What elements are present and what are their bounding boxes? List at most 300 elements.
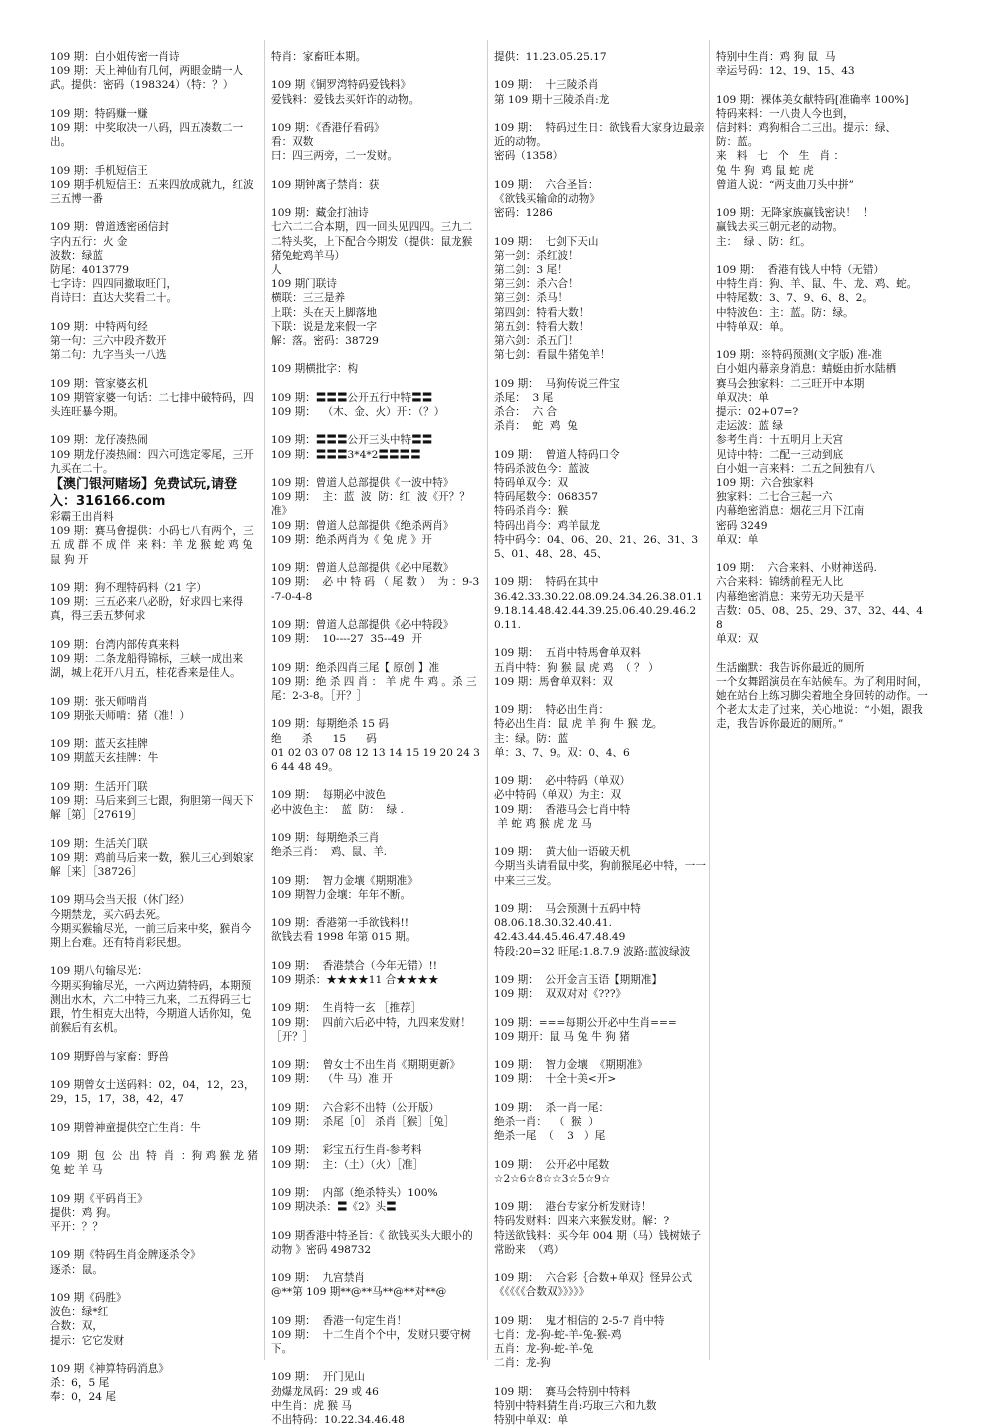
text-line: 109 期： 公开必中尾数 bbox=[494, 1158, 610, 1171]
text-line: 109 期：二条龙船得锦标，三峡一成出来湖，城上花开八月五，桂花香来是佳人。 bbox=[50, 653, 244, 680]
text-line: 109 期：每期绝杀三肖 bbox=[271, 831, 380, 844]
text-line: 内幕绝密消息：烟花三月下江南 bbox=[716, 505, 865, 518]
spacer bbox=[271, 1044, 481, 1058]
text-line: 109 期八句输尽光： bbox=[50, 965, 148, 978]
spacer bbox=[494, 107, 706, 121]
text-line: 109 期： 香港马会七肖中特 bbox=[494, 803, 631, 816]
text-line: 第 109 期十三陵杀肖:龙 bbox=[494, 93, 610, 106]
text-line: 109 期： 四前六后必中特，九四来发财！［开？］ bbox=[271, 1016, 471, 1043]
spacer bbox=[494, 1186, 706, 1200]
text-line: 109 期：六合独家料 bbox=[716, 477, 814, 490]
text-line: 下联：说是龙来假一字 bbox=[271, 320, 377, 333]
text-line: 来 料 七 个 生 肖 ： bbox=[716, 150, 845, 163]
text-line: 109 期管家婆一句话：二七排中破特码，四头连旺暴今期。 bbox=[50, 391, 254, 418]
text-line: 01 02 03 07 08 12 13 14 15 19 20 24 36 44 48 49。 bbox=[271, 746, 480, 773]
spacer bbox=[716, 547, 928, 561]
spacer bbox=[50, 1234, 258, 1248]
spacer bbox=[271, 1087, 481, 1101]
spacer bbox=[716, 249, 928, 263]
text-line: 109 期：〓〓〓公开三头中特〓〓 bbox=[271, 434, 433, 447]
spacer bbox=[271, 902, 481, 916]
spacer bbox=[494, 760, 706, 774]
text-line: 109 期《特码生肖金牌逐杀令》 bbox=[50, 1249, 201, 1262]
text-line: 七六二二合本期，四一回头见四四。三九二二特头奖，上下配合今期发（提供：鼠龙猴猪兔蛇鸡羊马） bbox=[271, 221, 473, 262]
text-line: 109 期： 每期必中波色 bbox=[271, 789, 387, 802]
text-line: 109 期：蓝天玄挂牌 bbox=[50, 738, 148, 751]
text-line: 逐杀：鼠。 bbox=[50, 1263, 103, 1276]
text-line: 109 期： 必中特码（单双） bbox=[494, 775, 631, 788]
text-line: 中特单双：单。 bbox=[716, 320, 791, 333]
column-divider bbox=[487, 40, 488, 1360]
text-line: 参考生肖：十五明月上天宫 bbox=[716, 434, 844, 447]
text-line: 今期当头请看鼠中奖，狗前猴尾必中特，一一中来三三发。 bbox=[494, 860, 706, 887]
text-line: 109 期：藏金打油诗 bbox=[271, 207, 369, 220]
text-line: 第一剑：杀红波！ bbox=[494, 249, 579, 262]
text-line: 中特生肖：狗、羊、鼠、牛、龙、鸡、蛇。 bbox=[716, 278, 918, 291]
text-line: 防：蓝。 bbox=[716, 136, 759, 149]
text-column-4 bbox=[716, 50, 928, 732]
text-line: 109 期： 香港有钱人中特（无错） bbox=[716, 264, 885, 276]
text-line: 今期买猴输尽光，一前三后来中奖，猴肖今期上台难。还有特肖彩民想。 bbox=[50, 922, 252, 949]
text-line: 109 期：管家婆玄机 bbox=[50, 377, 148, 390]
spacer bbox=[271, 164, 481, 178]
text-line: 特中码今：04、06、20、21、26、31、35、01、48、28、45、 bbox=[494, 533, 699, 561]
text-line: 109 期：张天师啃肖 bbox=[50, 695, 148, 708]
text-line: 109 期： 公开金言玉语【期期准】 bbox=[494, 974, 663, 986]
text-line: 今期买狗输尽光，一六两边猜特码，本期预测出水木，六二中特三九来，二五得码三七跟，竹生相克大出特，今期道人话你知，兔前猴后有玄机。 bbox=[50, 979, 252, 1035]
text-line: 109 期：生活关门联 bbox=[50, 837, 148, 850]
text-line: 波色：绿*红 bbox=[50, 1306, 109, 1319]
text-line: 109 期： 马会预测十五码中特 bbox=[494, 903, 641, 915]
text-line: 合数：双， bbox=[50, 1320, 103, 1333]
text-line: 六合来料：锦绣前程无人比 bbox=[716, 576, 844, 589]
text-line: 109 期：曾道人总部提供《必中尾数》 bbox=[271, 562, 454, 575]
text-line: 109 期：每期绝杀 15 码 bbox=[271, 718, 389, 731]
spacer bbox=[494, 1300, 706, 1314]
spacer bbox=[271, 604, 481, 618]
text-line: 解：落。密码：38729 bbox=[271, 335, 379, 347]
spacer bbox=[50, 1277, 258, 1291]
text-line: 109 期：〓〓〓公开五行中特〓〓 bbox=[271, 391, 433, 404]
spacer bbox=[50, 206, 258, 220]
text-line: 密码 3249 bbox=[716, 519, 768, 532]
text-line: 欲钱去看 1998 年第 015 期。 bbox=[271, 931, 417, 944]
text-line: 特别中单双：单 bbox=[494, 1414, 569, 1427]
text-line: 109 期： 六合彩不出特（公开版） bbox=[271, 1101, 440, 1114]
text-line: 提供：11.23.05.25.17 bbox=[494, 51, 607, 63]
text-line: 109 期：赛马會提供：小码七八有两个，三 五 成 群 不 成 伴 来 料：羊 龙 猴 蛇 鸡 兔 鼠 狗 开 bbox=[50, 525, 258, 566]
text-line: 109 期《平码肖王》 bbox=[50, 1192, 148, 1205]
spacer bbox=[716, 78, 928, 92]
spacer bbox=[271, 192, 481, 206]
text-line: 109 期：白小姐传密一肖诗 bbox=[50, 51, 180, 63]
text-line: 特码尾数今：068357 bbox=[494, 491, 599, 504]
column-divider bbox=[264, 40, 265, 1360]
text-line: 109 期钟离子禁肖：获 bbox=[271, 178, 380, 191]
text-line: 109 期：《香港仔看码》 bbox=[271, 121, 385, 134]
text-line: 绝杀一肖： （ 猴 ） bbox=[494, 1115, 599, 1128]
text-line: 109 期《码胜》 bbox=[50, 1291, 127, 1304]
text-line: 中特波色：主：蓝。防：绿。 bbox=[716, 306, 854, 319]
spacer bbox=[50, 950, 258, 964]
text-line: 109 期杀：★★★★11 合★★★★ bbox=[271, 973, 439, 986]
ad-banner[interactable]: 【澳门银河赌场】免费试玩,请登入：316166.com bbox=[50, 477, 237, 509]
text-line: 单：3、7、9。双：0、4、6 bbox=[494, 746, 630, 759]
spacer bbox=[50, 93, 258, 107]
text-line: 中生肖：虎 猴 马 bbox=[271, 1399, 352, 1412]
spacer bbox=[271, 859, 481, 873]
text-line: 109 期：无降家族赢钱密诀！ ！ bbox=[716, 207, 874, 220]
text-line: 单双决：单 bbox=[716, 391, 769, 404]
spacer bbox=[494, 1044, 706, 1058]
text-line: 109 期曾女士送码料：02，04，12，23，29，15，17，38，42，47 bbox=[50, 1078, 255, 1106]
text-line: 看：双数 bbox=[271, 136, 314, 149]
text-line: 绝杀三肖： 鸡、鼠、羊. bbox=[271, 846, 388, 859]
spacer bbox=[50, 879, 258, 893]
text-line: 兔 牛 狗 鸡 鼠 蛇 虎 bbox=[716, 164, 814, 177]
text-line: 109 期： （牛 马）准 开 bbox=[271, 1073, 393, 1086]
spacer bbox=[50, 624, 258, 638]
spacer bbox=[50, 1135, 258, 1149]
spacer bbox=[271, 107, 481, 121]
text-line: 109 期： 香港禁合（今年无错）!! bbox=[271, 959, 437, 972]
text-line: 特肖：家畜旺本期。 bbox=[271, 51, 367, 63]
text-line: 杀尾： 3 尾 bbox=[494, 391, 554, 404]
spacer bbox=[494, 164, 706, 178]
text-line: 赛马会独家料：二三旺开中本期 bbox=[716, 377, 865, 390]
text-line: 肖诗曰：直达大奖看二十。 bbox=[50, 292, 178, 305]
spacer bbox=[494, 1087, 706, 1101]
text-line: 109 期：〓〓〓3*4*2〓〓〓〓 bbox=[271, 448, 421, 461]
text-line: 主： 绿 、防：红。 bbox=[716, 235, 811, 248]
spacer bbox=[271, 1172, 481, 1186]
spacer bbox=[50, 1064, 258, 1078]
text-line: 白小姐一言来料：二五之间独有八 bbox=[716, 462, 875, 475]
text-line: 109 期香港中特圣旨：《 欲钱买头大眼小的动物 》密码 498732 bbox=[271, 1229, 473, 1256]
text-line: 字内五行：火 金 bbox=[50, 235, 128, 248]
text-line: 109 期曾神童提供空亡生肖：牛 bbox=[50, 1121, 201, 1134]
spacer bbox=[50, 1348, 258, 1362]
text-line: 109 期： 九宫禁肖 bbox=[271, 1272, 365, 1285]
text-line: 生活幽默：我告诉你最近的厕所 bbox=[716, 661, 865, 674]
text-line: 必中波色主： 蓝 防： 绿 . bbox=[271, 803, 404, 816]
text-line: 109 期门联诗 bbox=[271, 278, 337, 291]
text-line: 109 期： 特码过生日：欲钱看大家身边最亲近的动物。 bbox=[494, 121, 705, 149]
text-line: 第六剑：杀五门！ bbox=[494, 335, 579, 347]
text-line: 109 期： 智力金壤 《期期准》 bbox=[494, 1059, 648, 1072]
text-line: 109 期： （木、金、火）开：（？） bbox=[271, 405, 445, 418]
text-line: 109 期： 十三陵杀肖 bbox=[494, 79, 599, 92]
spacer bbox=[494, 64, 706, 78]
text-column-2 bbox=[271, 50, 481, 1427]
spacer bbox=[271, 774, 481, 788]
text-line: 特码杀肖今：猴 bbox=[494, 505, 569, 518]
text-line: 109 期： 必 中 特 码 （ 尾 数 ） 为 ：9-3-7-0-4-8 bbox=[271, 576, 480, 603]
text-line: 109 期：※特码预测(文字版) 准-准 bbox=[716, 349, 882, 362]
text-line: 五肖中特：狗 猴 鼠 虎 鸡 （ ？ ） bbox=[494, 661, 659, 674]
spacer bbox=[271, 1214, 481, 1228]
text-line: 特码来料：一八贵人今也到， bbox=[716, 107, 854, 120]
text-line: 42.43.44.45.46.47.48.49 bbox=[494, 931, 626, 944]
text-line: 109 期蓝天玄挂牌：牛 bbox=[50, 752, 159, 765]
text-line: 109 期《神算特码消息》 bbox=[50, 1362, 169, 1375]
text-line: 109 期张天师啃：猪（准！） bbox=[50, 709, 191, 722]
text-line: 109 期开：鼠 马 兔 牛 狗 猪 bbox=[494, 1030, 630, 1043]
text-line: 绝杀一尾 （ 3 ）尾 bbox=[494, 1130, 606, 1143]
text-line: 杀：6，5 尾 bbox=[50, 1377, 110, 1390]
text-line: 单双：双 bbox=[716, 633, 759, 646]
spacer bbox=[50, 567, 258, 581]
spacer bbox=[494, 1143, 706, 1157]
text-line: 109 期： 生肖特一玄 ［推荐］ bbox=[271, 1002, 422, 1015]
text-line: 特段:20=32 旺尾:1.8.7.9 波路:蓝波绿波 bbox=[494, 945, 691, 958]
text-line: 109 期：绝杀四肖三尾【 原创 】准 bbox=[271, 661, 440, 674]
text-line: 109 期：龙仔凑热闹 bbox=[50, 434, 148, 447]
spacer bbox=[271, 817, 481, 831]
text-line: 横联：三三是养 bbox=[271, 292, 346, 305]
text-line: 109 期马会当天报（休门经） bbox=[50, 894, 191, 907]
text-line: 109 期： 六合来料、小财神送码. bbox=[716, 562, 877, 575]
spacer bbox=[494, 561, 706, 575]
text-line: 曰：四三两旁，二一发财。 bbox=[271, 150, 399, 163]
text-column-3 bbox=[494, 50, 706, 1427]
text-line: 人 bbox=[271, 263, 282, 276]
text-line: 解［来］［38726］ bbox=[50, 865, 142, 878]
text-line: 109 期： 智力金壤《期期准》 bbox=[271, 874, 418, 887]
spacer bbox=[271, 987, 481, 1001]
spacer bbox=[50, 362, 258, 376]
text-line: 第五剑：特看大数！ bbox=[494, 320, 590, 333]
text-line: 109 期： 赛马会特别中特料 bbox=[494, 1385, 631, 1398]
text-line: 杀肖： 蛇 鸡 兔 bbox=[494, 420, 578, 433]
spacer bbox=[494, 888, 706, 902]
text-line: 109 期： 曾女士不出生肖《期期更新》 bbox=[271, 1059, 461, 1072]
text-line: 一个女舞蹈演员在车站候车。为了利用时间，她在站台上练习脚尖着地全身回转的动作。一个老太太走了过来，关心地说：“小姐，跟我走，我告诉你最近的厕所。” bbox=[716, 675, 928, 731]
text-line: 奉：0，24 尾 bbox=[50, 1391, 116, 1404]
text-line: 109 期：曾道人总部提供《必中特段》 bbox=[271, 618, 454, 631]
text-line: 109 期：香港第一手欲钱料!! bbox=[271, 917, 410, 930]
text-line: 特别中特料猜生肖:巧取三六和九数 bbox=[494, 1399, 657, 1412]
text-line: 109 期： 香港一句定生肖！ bbox=[271, 1314, 408, 1327]
spacer bbox=[50, 766, 258, 780]
text-line: ☆2☆6☆8☆☆3☆5☆9☆ bbox=[494, 1172, 611, 1185]
text-line: 单双：单 bbox=[716, 533, 759, 546]
text-line: 白小姐内幕亲身消息：蜻蜓由折水陆栖 bbox=[716, 363, 897, 376]
text-line: 密码（1358） bbox=[494, 150, 564, 163]
text-line: 波数：绿蓝 bbox=[50, 249, 103, 262]
text-line: 羊 蛇 鸡 猴 虎 龙 马 bbox=[494, 817, 592, 830]
text-line: 《《《《《合数双》》》》》 bbox=[494, 1286, 590, 1299]
text-line: 七字诗：四四同撤取旺门， bbox=[50, 278, 178, 291]
text-column-1 bbox=[50, 50, 262, 1405]
text-line: 特必出生肖：鼠 虎 羊 狗 牛 猴 龙。 bbox=[494, 718, 663, 731]
column-divider bbox=[709, 40, 710, 1360]
text-line: 第四剑：特看大数！ bbox=[494, 306, 590, 319]
text-line: 五肖：龙-狗-蛇-羊-兔 bbox=[494, 1343, 594, 1356]
spacer bbox=[271, 348, 481, 362]
text-line: 109 期智力金壤：年年不断。 bbox=[271, 888, 412, 901]
text-line: 109 期野兽与家畜：野兽 bbox=[50, 1050, 169, 1063]
text-line: 109 期： 杀一肖一尾： bbox=[494, 1101, 610, 1114]
text-line: 第二剑：3 尾！ bbox=[494, 263, 568, 276]
text-line: 不出特码：10.22.34.46.48 bbox=[271, 1414, 405, 1427]
text-line: 独家料：二七合三起一六 bbox=[716, 491, 833, 504]
spacer bbox=[271, 1257, 481, 1271]
text-line: 109 期龙仔凑热闹：四六可选定零尾，三开九买在二十。 bbox=[50, 448, 254, 475]
text-line: 109 期：生活开门联 bbox=[50, 780, 148, 793]
text-line: 特别中生肖：鸡 狗 鼠 马 bbox=[716, 51, 836, 63]
spacer bbox=[50, 723, 258, 737]
spacer bbox=[271, 462, 481, 476]
text-line: 杀合： 六 合 bbox=[494, 406, 558, 418]
text-line: 中特尾数：3、7、9、6、8、2。 bbox=[716, 292, 873, 305]
text-line: 109 期：马后来到三七跟，狗胆第一闯天下 bbox=[50, 794, 254, 807]
text-line: 109 期： 特必出生肖： bbox=[494, 704, 610, 717]
text-line: 绝 杀 15 码 bbox=[271, 732, 377, 745]
text-line: 见诗中特：二配一三动到底 bbox=[716, 448, 844, 461]
text-line: 109 期：鸡前马后来一数，猴儿三心到娘家 bbox=[50, 851, 254, 864]
text-line: 109 期： 主：蓝 波 防：红 波《开？？准》 bbox=[271, 491, 470, 518]
text-line: 第三剑：杀马！ bbox=[494, 292, 569, 305]
spacer bbox=[50, 419, 258, 433]
text-line: 109 期：天上神仙有几何，两眼金睛一人武。提供：密码（198324）（特：？） bbox=[50, 65, 244, 92]
spacer bbox=[271, 1356, 481, 1370]
text-line: 109 期： 开门见山 bbox=[271, 1371, 365, 1384]
spacer bbox=[716, 192, 928, 206]
spacer bbox=[50, 306, 258, 320]
spacer bbox=[271, 419, 481, 433]
text-line: 提示：02+07=? bbox=[716, 406, 799, 419]
text-line: 109 期： 十二生肖个个中，发财只要守树下。 bbox=[271, 1328, 471, 1356]
text-line: 109 期： 鬼才相信的 2-5-7 肖中特 bbox=[494, 1314, 665, 1327]
text-line: 109 期：狗不理特码料（21 字） bbox=[50, 582, 207, 594]
text-line: 109 期：特码赚一赚 bbox=[50, 107, 148, 120]
spacer bbox=[271, 703, 481, 717]
text-line: 109 期： 港台专家分析发财诗！ bbox=[494, 1201, 652, 1214]
text-line: 109 期： 曾道人特码口令 bbox=[494, 448, 620, 461]
text-line: 特码杀波色今：蓝波 bbox=[494, 462, 590, 475]
text-line: 内幕绝密消息：来劳无功天是平 bbox=[716, 590, 865, 603]
text-line: 109 期： 五肖中特馬會单双料 bbox=[494, 647, 641, 660]
text-line: 109 期：手机短信王 bbox=[50, 164, 148, 177]
spacer bbox=[716, 646, 928, 660]
spacer bbox=[494, 1001, 706, 1015]
spacer bbox=[494, 632, 706, 646]
text-line: 上联：头在天上脚落地 bbox=[271, 306, 377, 319]
text-line: 109 期： 特码在其中 bbox=[494, 576, 599, 589]
text-line: 109 期：曾道人总部提供《绝杀两肖》 bbox=[271, 519, 454, 532]
text-line: 109 期：绝 杀 四 肖 ： 羊 虎 牛 鸡 。杀 三 尾：2-3-8。［开？］ bbox=[271, 675, 480, 702]
text-line: 109 期： 马狗传说三件宝 bbox=[494, 377, 620, 390]
text-line: 爱钱料：爱钱去买奸诈的动物。 bbox=[271, 93, 420, 106]
text-line: 解［第］［27619］ bbox=[50, 809, 142, 822]
spacer bbox=[494, 220, 706, 234]
text-line: 109 期： 杀尾［0］ 杀肖［猴］［兔］ bbox=[271, 1115, 455, 1128]
spacer bbox=[494, 831, 706, 845]
text-line: 第三剑：杀六合！ bbox=[494, 278, 579, 291]
text-line: 109 期：三五必来八必盼，好求四七来得真，得三丢五梦何求 bbox=[50, 596, 244, 623]
text-line: @**第 109 期**@**马**@**对**@ bbox=[271, 1286, 447, 1299]
text-line: 109 期：裸体美女献特码[准确率 100%] bbox=[716, 93, 909, 106]
spacer bbox=[271, 377, 481, 391]
spacer bbox=[50, 680, 258, 694]
text-line: 08.06.18.30.32.40.41. bbox=[494, 917, 612, 930]
text-line: 走运波：蓝 绿 bbox=[716, 420, 783, 433]
text-line: 《欲钱买输命的动物》 bbox=[494, 192, 600, 205]
text-line: 提供：鸡 狗。 bbox=[50, 1206, 117, 1219]
text-line: 109 期： 黄大仙一语破天机 bbox=[494, 846, 631, 859]
text-line: 109 期：台湾内部传真来料 bbox=[50, 638, 180, 651]
text-line: 提示：它它发财 bbox=[50, 1334, 125, 1347]
text-line: 今期禁龙，买六码去死。 bbox=[50, 908, 167, 921]
text-line: 第一句：三六中段齐数开 bbox=[50, 335, 167, 347]
spacer bbox=[50, 1106, 258, 1120]
text-line: 七肖：龙-狗-蛇-羊-兔-猴-鸡 bbox=[494, 1328, 622, 1341]
text-line: 曾道人说：“两支曲刀头中拼” bbox=[716, 178, 854, 191]
text-line: 赢钱去买三朝元老的动物。 bbox=[716, 221, 844, 234]
text-line: 109 期《铜罗湾特码爱钱料》 bbox=[271, 79, 412, 92]
text-line: 109 期： 双双对对《???》 bbox=[494, 988, 627, 1001]
spacer bbox=[271, 547, 481, 561]
text-line: 109 期：馬會单双料：双 bbox=[494, 675, 613, 688]
spacer bbox=[494, 959, 706, 973]
spacer bbox=[271, 646, 481, 660]
spacer bbox=[271, 945, 481, 959]
text-line: 109 期：===每期公开必中生肖=== bbox=[494, 1016, 677, 1029]
text-line: 主：绿。防：蓝 bbox=[494, 732, 569, 745]
text-line: 特码发财料：四来六来猴发财。解：? bbox=[494, 1215, 670, 1228]
text-line: 109 期： 主：（土）（火）［准］ bbox=[271, 1158, 424, 1171]
spacer bbox=[494, 1257, 706, 1271]
text-line: 彩霸王出肖料 bbox=[50, 511, 114, 523]
spacer bbox=[271, 1300, 481, 1314]
spacer bbox=[494, 1371, 706, 1385]
text-line: 109 期： 六合彩｛合数+单双｝怪异公式 bbox=[494, 1272, 693, 1285]
spacer bbox=[494, 362, 706, 376]
text-line: 109 期决杀：〓《2》头〓 bbox=[271, 1201, 397, 1214]
text-line: 信封料：鸡狗相合二三出。提示：绿、 bbox=[716, 122, 897, 134]
text-line: 36.42.33.30.22.08.09.24.34.26.38.01.19.18.14.48.42.44.39.25.06.40.29.46.20.11. bbox=[494, 590, 703, 632]
text-line: 第七剑：看鼠牛猪兔羊！ bbox=[494, 349, 611, 362]
text-line: 109 期： 七剑下天山 bbox=[494, 235, 599, 248]
text-line: 第二句：九字当头一八选 bbox=[50, 349, 167, 362]
text-line: 109 期： 十全十美<开> bbox=[494, 1073, 617, 1086]
text-line: 109 期：曾道透密函信封 bbox=[50, 221, 169, 234]
text-line: 109 期横批字：构 bbox=[271, 363, 359, 376]
text-line: 特码出肖今：鸡羊鼠龙 bbox=[494, 519, 600, 532]
text-line: 109 期： 10----27 35--49 开 bbox=[271, 633, 422, 646]
text-line: 吉数：05、08、25、29、37、32、44、48 bbox=[716, 604, 924, 632]
spacer bbox=[50, 1035, 258, 1049]
spacer bbox=[494, 689, 706, 703]
text-line: 必中特码（单双）为主：双 bbox=[494, 789, 622, 802]
text-line: 平开：？？ bbox=[50, 1220, 103, 1233]
text-line: 109 期手机短信王：五来四放成就九，红波三五博一番 bbox=[50, 178, 254, 205]
spacer bbox=[50, 149, 258, 163]
text-line: 109 期：曾道人总部提供《一波中特》 bbox=[271, 476, 454, 489]
text-line: 109 期：绝杀两肖为《 兔 虎 》开 bbox=[271, 533, 432, 546]
text-line: 二肖：龙-狗 bbox=[494, 1357, 551, 1370]
text-line: 劲爆龙凤码：29 或 46 bbox=[271, 1385, 379, 1398]
text-line: 109 期：中奖取决一八码，四五凑数二一出。 bbox=[50, 122, 244, 149]
text-line: 109 期： 内部（绝杀特头）100% bbox=[271, 1186, 438, 1199]
text-line: 防尾：4013779 bbox=[50, 264, 129, 276]
text-line: 109 期： 六合圣旨： bbox=[494, 178, 599, 191]
spacer bbox=[716, 334, 928, 348]
text-line: 109 期：中特两句经 bbox=[50, 320, 148, 333]
spacer bbox=[271, 1129, 481, 1143]
text-line: 109 期 包 公 出 特 肖 ：狗 鸡 猴 龙 猪 兔 蛇 羊 马 bbox=[50, 1149, 262, 1177]
